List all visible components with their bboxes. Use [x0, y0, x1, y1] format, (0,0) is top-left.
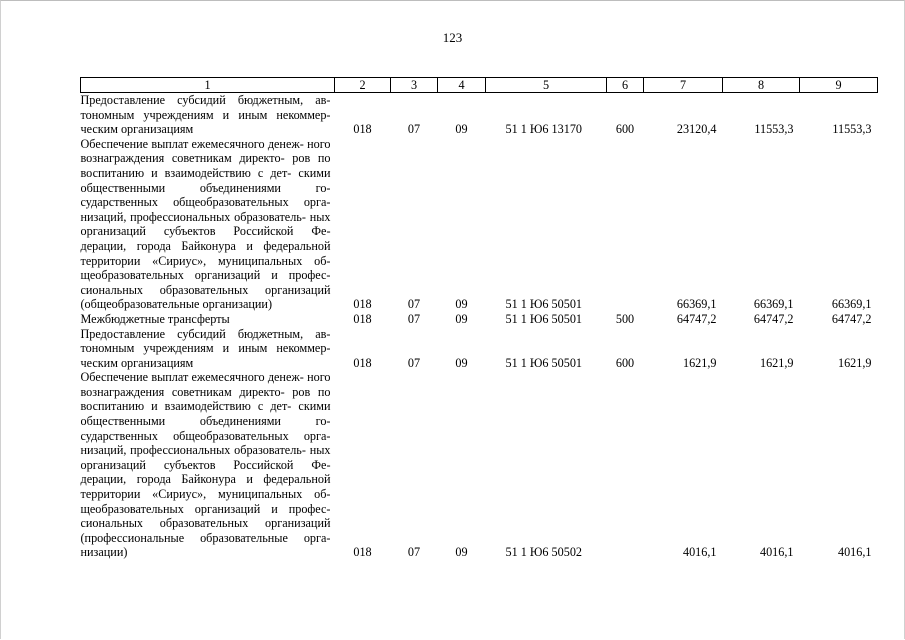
col-header: 4 [438, 78, 486, 93]
cell-amount-2: 1621,9 [759, 355, 794, 370]
table-row [81, 312, 878, 327]
col-header: 7 [644, 78, 723, 93]
col-header: 1 [81, 78, 335, 93]
cell-rz: 07 [407, 122, 421, 137]
cell-amount-3: 66369,1 [831, 297, 872, 312]
cell-vr: 500 [615, 311, 635, 326]
col-header: 6 [607, 78, 644, 93]
row-description [81, 327, 335, 371]
cell-csr: 51 1 Ю6 13170 [505, 122, 583, 137]
description-line: ных организаций субъектов Российской Фе- [80, 443, 331, 472]
cell-amount-3: 4016,1 [837, 545, 872, 560]
page-number: 123 [442, 30, 463, 45]
cell-csr: 51 1 Ю6 50501 [505, 297, 583, 312]
description-line: ного вознаграждения советникам директо- [80, 136, 331, 166]
col-header: 2 [335, 78, 391, 93]
cell-amount-3: 64747,2 [831, 311, 872, 326]
cell-pr: 09 [455, 311, 468, 326]
description-line: ных организаций субъектов Российской Фе- [80, 209, 331, 239]
table-row [81, 137, 878, 312]
table-row [81, 93, 878, 137]
cell-vr: 600 [615, 355, 635, 370]
budget-table [80, 77, 878, 560]
description-line: низаций, профессиональных образователь- [80, 443, 306, 458]
col-header: 8 [723, 78, 800, 93]
cell-gr: 018 [353, 311, 372, 326]
description-line: тономным учреждениям и иным некоммер- [80, 107, 331, 122]
cell-gr: 018 [353, 297, 372, 312]
description-line: ческим организациям [80, 122, 194, 137]
col-header: 3 [391, 78, 438, 93]
description-line: территории «Сириус», муниципальных об- [80, 487, 331, 502]
description-line: Обеспечение выплат ежемесячного денеж- [80, 370, 304, 385]
cell-amount-3: 1621,9 [837, 355, 872, 370]
description-line: сударственных общеобразовательных орга- [80, 195, 331, 210]
cell-rz: 07 [407, 311, 421, 326]
cell-rz: 07 [407, 355, 421, 370]
cell-amount-2: 11553,3 [754, 122, 794, 137]
table-row [81, 370, 878, 560]
cell-amount-1: 23120,4 [676, 122, 717, 137]
cell-gr: 018 [353, 355, 372, 370]
description-line: Межбюджетные трансферты [80, 311, 230, 326]
description-line: Предоставление субсидий бюджетным, ав- [80, 93, 331, 107]
description-line: дерации, города Байконура и федеральной [80, 238, 331, 253]
cell-amount-2: 4016,1 [759, 545, 794, 560]
cell-csr: 51 1 Ю6 50501 [505, 355, 583, 370]
description-line: низации) [80, 545, 128, 560]
cell-vr: 600 [615, 122, 635, 137]
description-line: ров по воспитанию и взаимодействию с дет- [80, 384, 331, 414]
description-line: скими общественными объединениями го- [80, 165, 331, 195]
description-line: Обеспечение выплат ежемесячного денеж- [80, 136, 304, 151]
description-line: щеобразовательных организаций и профес- [80, 268, 331, 283]
description-line: низаций, профессиональных образователь- [80, 209, 306, 224]
cell-pr: 09 [455, 545, 468, 560]
cell-amount-1: 66369,1 [676, 297, 717, 312]
description-line: щеобразовательных организаций и профес- [80, 501, 331, 516]
description-line: сиональных образовательных организаций [80, 516, 331, 531]
cell-vr [607, 137, 644, 312]
description-line: скими общественными объединениями го- [80, 399, 331, 429]
description-line: ческим организациям [80, 355, 194, 370]
cell-csr: 51 1 Ю6 50501 [505, 311, 583, 326]
description-line: сиональных образовательных организаций [80, 282, 331, 297]
cell-amount-1: 1621,9 [682, 355, 717, 370]
cell-amount-1: 4016,1 [682, 545, 717, 560]
row-description [81, 137, 335, 312]
description-line: тономным учреждениям и иным некоммер- [80, 341, 331, 356]
description-line: ров по воспитанию и взаимодействию с дет- [80, 151, 331, 180]
table-row [81, 327, 878, 371]
cell-amount-1: 64747,2 [676, 311, 717, 326]
cell-gr: 018 [353, 122, 372, 137]
cell-pr: 09 [455, 355, 468, 370]
description-line: (общеобразовательные организации) [80, 297, 273, 312]
cell-csr: 51 1 Ю6 50502 [505, 545, 583, 560]
cell-amount-3: 11553,3 [832, 122, 872, 137]
cell-pr: 09 [455, 122, 468, 137]
col-header: 9 [800, 78, 878, 93]
cell-amount-2: 66369,1 [753, 297, 794, 312]
row-description [81, 370, 335, 560]
row-description [81, 312, 335, 327]
col-header: 5 [486, 78, 607, 93]
cell-gr: 018 [353, 545, 372, 560]
description-line: дерации, города Байконура и федеральной [80, 472, 331, 487]
row-description [81, 93, 335, 137]
description-line: территории «Сириус», муниципальных об- [80, 253, 331, 268]
cell-rz: 07 [407, 297, 421, 312]
header-row [81, 78, 878, 93]
description-line: (профессиональные образовательные орга- [80, 530, 331, 545]
description-line: ного вознаграждения советникам директо- [80, 370, 331, 399]
description-line: Предоставление субсидий бюджетным, ав- [80, 326, 331, 341]
cell-pr: 09 [455, 297, 468, 312]
cell-vr [607, 370, 644, 560]
cell-amount-2: 64747,2 [753, 311, 794, 326]
description-line: сударственных общеобразовательных орга- [80, 428, 331, 443]
cell-rz: 07 [407, 545, 421, 560]
